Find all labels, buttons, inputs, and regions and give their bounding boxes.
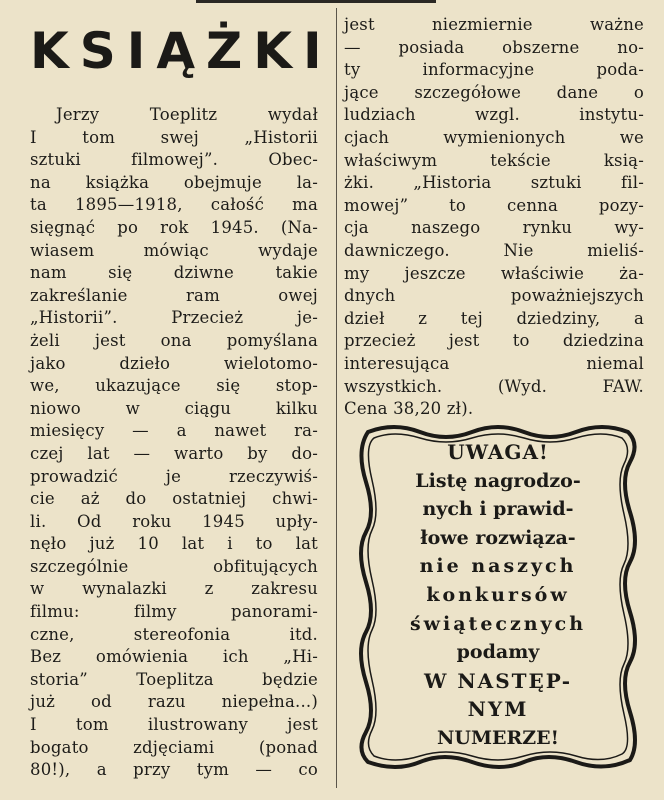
text-line: sztuki filmowej”. Obec-	[30, 150, 318, 170]
text-line: Bez omówienia ich „Hi-	[30, 647, 318, 667]
notice-line: NUMERZE!	[437, 726, 559, 749]
right-text-column	[344, 14, 644, 421]
text-line: filmu: filmy panorami-	[30, 602, 318, 622]
column-divider	[336, 8, 337, 788]
text-line: na książka obejmuje la-	[30, 172, 318, 192]
text-line: cie aż do ostatniej chwi-	[30, 489, 318, 509]
text-line: cjach wymienionych we	[344, 127, 644, 147]
notice-line: podamy	[456, 641, 540, 664]
text-line: ludziach wzgl. instytu-	[344, 105, 644, 125]
text-line: dzieł z tej dziedziny, a	[344, 308, 644, 328]
notice-line: świątecznych	[409, 612, 587, 635]
text-line: storia” Toeplitza będzie	[30, 669, 318, 689]
text-line: właściwym tekście ksią-	[344, 150, 644, 170]
notice-line: nych i prawid-	[422, 498, 574, 521]
text-line: żki. „Historia sztuki fil-	[344, 173, 644, 193]
text-line: czne, stereofonia itd.	[30, 624, 318, 644]
text-line: interesująca niemal	[344, 353, 644, 373]
text-line: ta 1895—1918, całość ma	[30, 195, 318, 215]
text-line: wszystkich. (Wyd. FAW.	[344, 376, 644, 396]
text-line: „Historii”. Przecież je-	[30, 308, 318, 328]
text-line: przecież jest to dziedzina	[344, 331, 644, 351]
text-line: mowej” to cenna pozy-	[344, 195, 644, 215]
notice-title: UWAGA!	[447, 440, 549, 464]
text-line: już od razu niepełna...)	[30, 692, 318, 712]
text-line: Cena 38,20 zł).	[344, 399, 474, 419]
text-line: bogato zdjęciami (ponad	[30, 737, 318, 757]
text-line: jako dzieło wielotomo-	[30, 353, 318, 373]
text-line: miesięcy — a nawet ra-	[30, 421, 318, 441]
notice-line: NYM	[467, 697, 529, 722]
text-line: dnych poważniejszych	[344, 286, 644, 306]
text-line: jest niezmiernie ważne	[344, 15, 644, 34]
notice-line: łowe rozwiąza-	[420, 526, 576, 549]
notice-line: konkursów	[426, 583, 570, 606]
text-line: cja naszego rynku wy-	[344, 218, 644, 238]
text-line: prowadzić je rzeczywiś-	[30, 466, 318, 486]
text-line: ty informacyjne poda-	[344, 60, 644, 80]
text-line: szczególnie obfitujących	[30, 556, 318, 576]
section-heading: KSIĄŻKI	[30, 22, 333, 80]
text-line: li. Od roku 1945 upły-	[30, 511, 318, 531]
text-line: nam się dziwne takie	[30, 263, 318, 283]
text-line: żeli jest ona pomyślana	[30, 330, 318, 350]
text-line: we, ukazujące się stop-	[30, 376, 318, 396]
notice-line: Listę nagrodzo-	[415, 469, 581, 492]
text-line: — posiada obszerne no-	[344, 37, 644, 57]
text-line: I tom swej „Historii	[30, 127, 318, 147]
top-rule	[196, 0, 436, 3]
notice-line: W NASTĘP-	[423, 668, 573, 693]
text-line: w wynalazki z zakresu	[30, 579, 318, 599]
notice-text	[354, 438, 642, 753]
text-line: my jeszcze właściwie ża-	[344, 263, 644, 283]
text-line: Jerzy Toeplitz wydał	[56, 105, 318, 124]
notice-line: nie naszych	[419, 555, 577, 578]
text-line: nęło już 10 lat i to lat	[30, 534, 318, 554]
text-line: dawniczego. Nie mieliś-	[344, 240, 644, 260]
text-line: 80!), a przy tym — co	[30, 760, 318, 780]
text-line: zakreślanie ram owej	[30, 285, 318, 305]
text-line: jące szczegółowe dane o	[344, 82, 644, 102]
text-line: I tom ilustrowany jest	[30, 715, 318, 735]
text-line: czej lat — warto by do-	[30, 443, 318, 463]
text-line: niowo w ciągu kilku	[30, 398, 318, 418]
left-text-column	[30, 104, 318, 782]
contest-notice-box	[354, 420, 642, 774]
text-line: sięgnąć po rok 1945. (Na-	[30, 217, 318, 237]
text-line: wiasem mówiąc wydaje	[30, 240, 318, 260]
